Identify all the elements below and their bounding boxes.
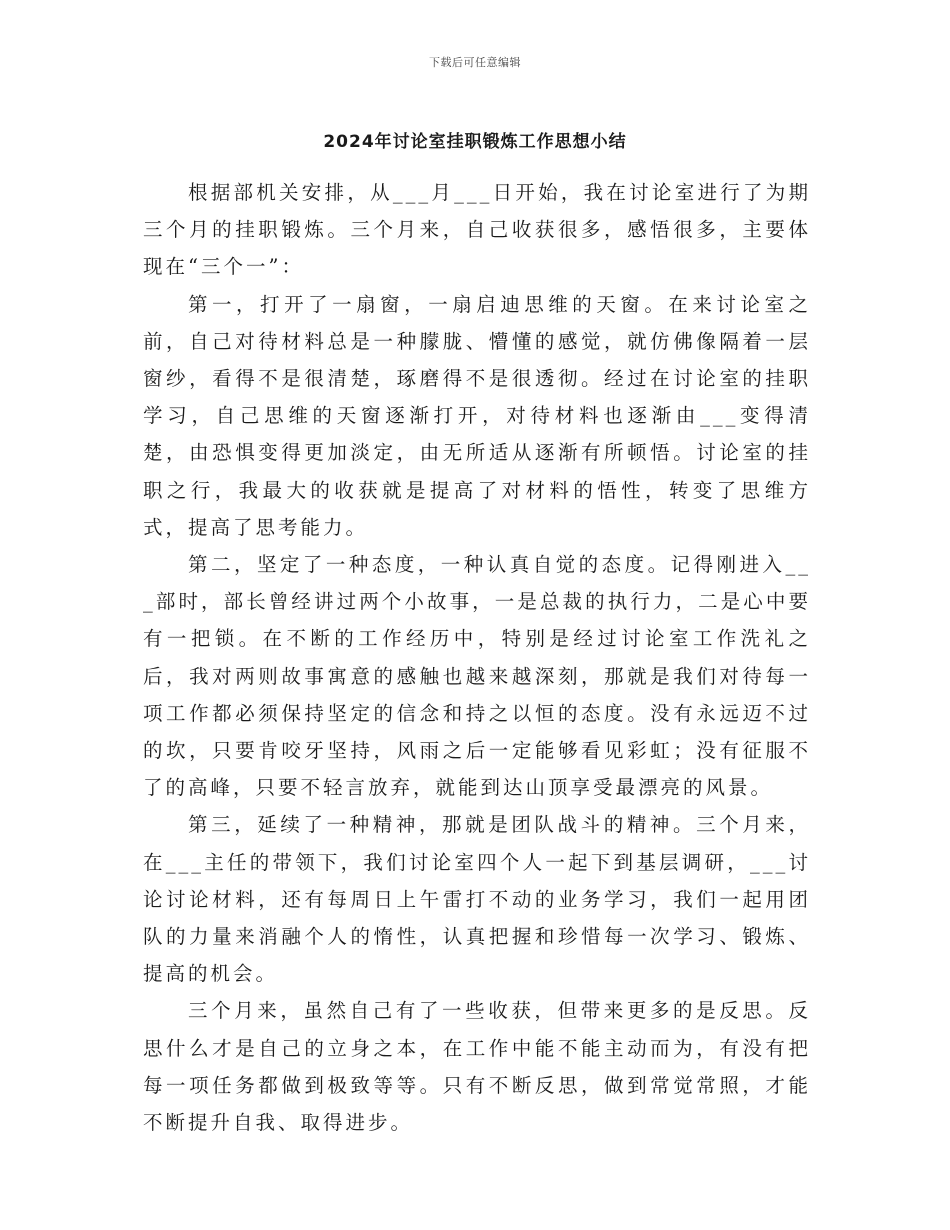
document-title: 2024年讨论室挂职锻炼工作思想小结: [323, 132, 627, 152]
paragraph-second-point: 第二，坚定了一种态度，一种认真自觉的态度。记得刚进入___部时，部长曾经讲过两个小故事，一是总裁的执行力，二是心中要有一把锁。在不断的工作经历中，特别是经过讨论室工作洗礼之后，我对两则故事寓意的感触也越来越深刻，那就是我们对待每一项工作都必须保持坚定的信念和持之以恒的态度。没有永远迈不过的坎，只要肯咬牙坚持，风雨之后一定能够看见彩虹；没有征服不了的高峰，只要不轻言放弃，就能到达山顶享受最漂亮的风景。: [143, 553, 811, 800]
paragraph-third-point: 第三，延续了一种精神，那就是团队战斗的精神。三个月来，在___主任的带领下，我们讨论室四个人一起下到基层调研，___讨论讨论材料，还有每周日上午雷打不动的业务学习，我们一起用团队的力量来消融个人的惰性，认真把握和珍惜每一次学习、锻炼、提高的机会。: [143, 813, 811, 986]
paragraph-intro: 根据部机关安排，从___月___日开始，我在讨论室进行了为期三个月的挂职锻炼。三个月来，自己收获很多，感悟很多，主要体现在“三个一”：: [143, 181, 811, 279]
paragraph-first-point: 第一，打开了一扇窗，一扇启迪思维的天窗。在来讨论室之前，自己对待材料总是一种朦胧、懵懂的感觉，就仿佛像隔着一层窗纱，看得不是很清楚，琢磨得不是很透彻。经过在讨论室的挂职学习，自己思维的天窗逐渐打开，对待材料也逐渐由___变得清楚，由恐惧变得更加淡定，由无所适从逐渐有所顿悟。讨论室的挂职之行，我最大的收获就是提高了对材料的悟性，转变了思维方式，提高了思考能力。: [143, 292, 811, 539]
paragraph-conclusion: 三个月来，虽然自己有了一些收获，但带来更多的是反思。反思什么才是自己的立身之本，在工作中能不能主动而为，有没有把每一项任务都做到极致等等。只有不断反思，做到常觉常照，才能不断提升自我、取得进步。: [143, 999, 811, 1135]
header-note: 下载后可任意编辑: [429, 56, 521, 69]
document-body: [143, 174, 811, 1141]
